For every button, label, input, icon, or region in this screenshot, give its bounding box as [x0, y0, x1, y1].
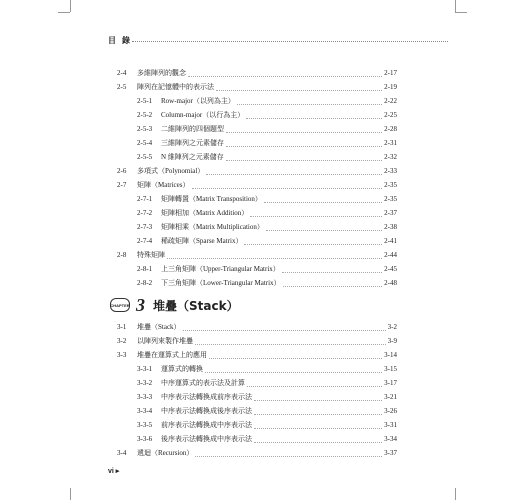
dot-leader [226, 126, 382, 133]
toc-entry-number: 2-7-4 [137, 237, 153, 245]
running-header [108, 35, 448, 47]
dot-leader [254, 408, 382, 415]
toc-entry-title: 矩陣轉置（Matrix Transposition） [161, 195, 262, 203]
toc-entry-number: 2-4 [117, 69, 127, 77]
crop-mark [58, 12, 70, 13]
toc-entry-number: 2-8-2 [137, 279, 153, 287]
toc-entry[interactable] [117, 108, 397, 122]
toc-entry-page: 2-35 [384, 195, 397, 203]
toc-entry-title: 運算式的轉換 [161, 365, 203, 373]
toc-entry-page: 2-33 [384, 167, 397, 175]
chapter-number: 3 [136, 294, 145, 315]
dot-leader [250, 210, 382, 217]
toc-entry-number: 2-5-2 [137, 111, 153, 119]
toc-entry-title: 稀疏矩陣（Sparse Matrix） [161, 237, 243, 245]
toc-entry-page: 3-9 [387, 337, 397, 345]
toc-entry-number: 2-7-2 [137, 209, 153, 217]
dot-leader [247, 380, 382, 387]
toc-entry-page: 3-14 [384, 351, 397, 359]
toc-entry[interactable] [117, 334, 397, 348]
toc-entry-page: 2-38 [384, 223, 397, 231]
toc-entry-number: 2-6 [117, 167, 127, 175]
toc-entry[interactable] [117, 206, 397, 220]
dot-leader [266, 224, 382, 231]
toc-entry-page: 2-48 [384, 279, 397, 287]
toc-entry[interactable] [117, 164, 397, 178]
toc-entry[interactable] [117, 150, 397, 164]
toc-entry-title: 多項式（Polynomial） [137, 167, 205, 175]
toc-entry[interactable] [117, 432, 397, 446]
toc-entry-title: Column-major（以行為主） [161, 111, 245, 119]
toc-entry-page: 3-21 [384, 393, 397, 401]
toc-entry-title: 矩陣相乘（Matrix Multiplication） [161, 223, 264, 231]
toc-entry-page: 2-44 [384, 251, 397, 259]
toc-entry-number: 3-1 [117, 323, 127, 331]
toc-entry-title: 上三角矩陣（Upper-Triangular Matrix） [161, 265, 280, 273]
toc-entry[interactable] [117, 262, 397, 276]
toc-entry-title: 後序表示法轉換成中序表示法 [161, 435, 252, 443]
toc-entry-number: 2-7-1 [137, 195, 153, 203]
page-number: vi [108, 468, 114, 475]
toc-entry-title: 堆疊在運算式上的應用 [137, 351, 207, 359]
dot-leader [226, 154, 382, 161]
toc-entry-number: 3-3-5 [137, 421, 153, 429]
dot-leader [254, 436, 382, 443]
header-rule [132, 41, 448, 42]
toc-entry-page: 3-17 [384, 379, 397, 387]
toc-list-top [117, 66, 397, 290]
dot-leader [254, 394, 382, 401]
toc-entry[interactable] [117, 234, 397, 248]
toc-entry-title: 矩陣相加（Matrix Addition） [161, 209, 249, 217]
toc-entry[interactable] [117, 446, 397, 460]
toc-entry-title: 二維陣列的四個題型 [161, 125, 224, 133]
crop-mark [455, 0, 456, 12]
toc-entry-number: 2-5-1 [137, 97, 153, 105]
toc-entry[interactable] [117, 178, 397, 192]
toc-entry[interactable] [117, 320, 397, 334]
dot-leader [216, 84, 382, 91]
toc-entry-page: 2-25 [384, 111, 397, 119]
toc-entry-number: 2-5-3 [137, 125, 153, 133]
toc-entry[interactable] [117, 390, 397, 404]
toc-entry-page: 2-41 [384, 237, 397, 245]
toc-entry-page: 3-26 [384, 407, 397, 415]
chapter-title: 堆疊（Stack） [153, 298, 239, 313]
toc-entry-page: 2-28 [384, 125, 397, 133]
toc-entry-number: 2-5-5 [137, 153, 153, 161]
toc-entry[interactable] [117, 276, 397, 290]
toc-entry-title: 中序表示法轉換成後序表示法 [161, 407, 252, 415]
toc-entry-page: 2-17 [384, 69, 397, 77]
crop-mark [455, 12, 467, 13]
toc-entry-number: 2-7-3 [137, 223, 153, 231]
dot-leader [264, 196, 382, 203]
toc-entry-number: 3-3-3 [137, 393, 153, 401]
toc-entry-number: 3-3 [117, 351, 127, 359]
toc-entry[interactable] [117, 220, 397, 234]
dot-leader [282, 266, 382, 273]
toc-entry[interactable] [117, 192, 397, 206]
toc-entry-title: 以陣列來製作堆疊 [137, 337, 193, 345]
dot-leader [209, 352, 382, 359]
toc-entry-title: N 維陣列之元素儲存 [161, 153, 224, 161]
dot-leader [167, 252, 382, 259]
toc-entry-number: 3-3-4 [137, 407, 153, 415]
toc-entry-number: 3-2 [117, 337, 127, 345]
crop-mark [70, 0, 71, 12]
chapter-heading [110, 295, 239, 315]
toc-entry-page: 3-2 [387, 323, 397, 331]
toc-entry[interactable] [117, 122, 397, 136]
toc-entry-page: 3-15 [384, 365, 397, 373]
dot-leader [283, 280, 383, 287]
toc-entry-title: 中序運算式的表示法及計算 [161, 379, 245, 387]
dot-leader [195, 450, 382, 457]
toc-entry-title: 多維陣列的觀念 [137, 69, 186, 77]
toc-entry-title: 矩陣（Matrices） [137, 181, 190, 189]
toc-entry-number: 3-3-1 [137, 365, 153, 373]
toc-entry-page: 2-37 [384, 209, 397, 217]
toc-entry-title: 下三角矩陣（Lower-Triangular Matrix） [161, 279, 281, 287]
toc-entry-number: 2-5 [117, 83, 127, 91]
toc-entry[interactable] [117, 376, 397, 390]
toc-entry-page: 2-22 [384, 97, 397, 105]
toc-list-bottom [117, 320, 397, 460]
toc-entry-title: 堆疊（Stack） [137, 323, 181, 331]
toc-entry-number: 2-5-4 [137, 139, 153, 147]
crop-mark [70, 488, 71, 500]
dot-leader [195, 338, 386, 345]
dot-leader [254, 422, 382, 429]
toc-entry-page: 3-31 [384, 421, 397, 429]
dot-leader [237, 98, 382, 105]
dot-leader [206, 168, 382, 175]
chapter-badge: CHAPTER [110, 298, 130, 312]
toc-entry[interactable] [117, 248, 397, 262]
dot-leader [244, 238, 382, 245]
toc-entry-title: Row-major（以列為主） [161, 97, 235, 105]
toc-entry-page: 2-32 [384, 153, 397, 161]
toc-entry-number: 2-7 [117, 181, 127, 189]
crop-mark [455, 488, 456, 500]
toc-entry-page: 2-35 [384, 181, 397, 189]
toc-entry-number: 3-3-6 [137, 435, 153, 443]
toc-entry-page: 2-31 [384, 139, 397, 147]
toc-entry[interactable] [117, 418, 397, 432]
toc-entry-title: 中序表示法轉換成前序表示法 [161, 393, 252, 401]
dot-leader [246, 112, 382, 119]
dot-leader [183, 324, 386, 331]
toc-entry-number: 2-8-1 [137, 265, 153, 273]
toc-entry-number: 3-4 [117, 449, 127, 457]
dot-leader [205, 366, 382, 373]
toc-entry-page: 3-37 [384, 449, 397, 457]
toc-entry-title: 三維陣列之元素儲存 [161, 139, 224, 147]
toc-entry-page: 3-34 [384, 435, 397, 443]
toc-entry-page: 2-45 [384, 265, 397, 273]
toc-entry-page: 2-19 [384, 83, 397, 91]
dot-leader [192, 182, 383, 189]
toc-entry-title: 前序表示法轉換成中序表示法 [161, 421, 252, 429]
toc-entry[interactable] [117, 80, 397, 94]
toc-entry-title: 陣列在記憶體中的表示法 [137, 83, 214, 91]
toc-entry[interactable] [117, 94, 397, 108]
toc-entry-number: 2-8 [117, 251, 127, 259]
toc-entry[interactable] [117, 136, 397, 150]
toc-entry[interactable] [117, 404, 397, 418]
toc-entry[interactable] [117, 348, 397, 362]
toc-entry-number: 3-3-2 [137, 379, 153, 387]
header-label: 目 錄 [108, 36, 132, 45]
footer-marker: ▸ [115, 468, 120, 475]
toc-entry-title: 遞迴（Recursion） [137, 449, 194, 457]
dot-leader [226, 140, 382, 147]
toc-entry-title: 特殊矩陣 [137, 251, 165, 259]
page-footer [108, 467, 119, 475]
dot-leader [188, 70, 382, 77]
toc-entry[interactable] [117, 66, 397, 80]
toc-entry[interactable] [117, 362, 397, 376]
